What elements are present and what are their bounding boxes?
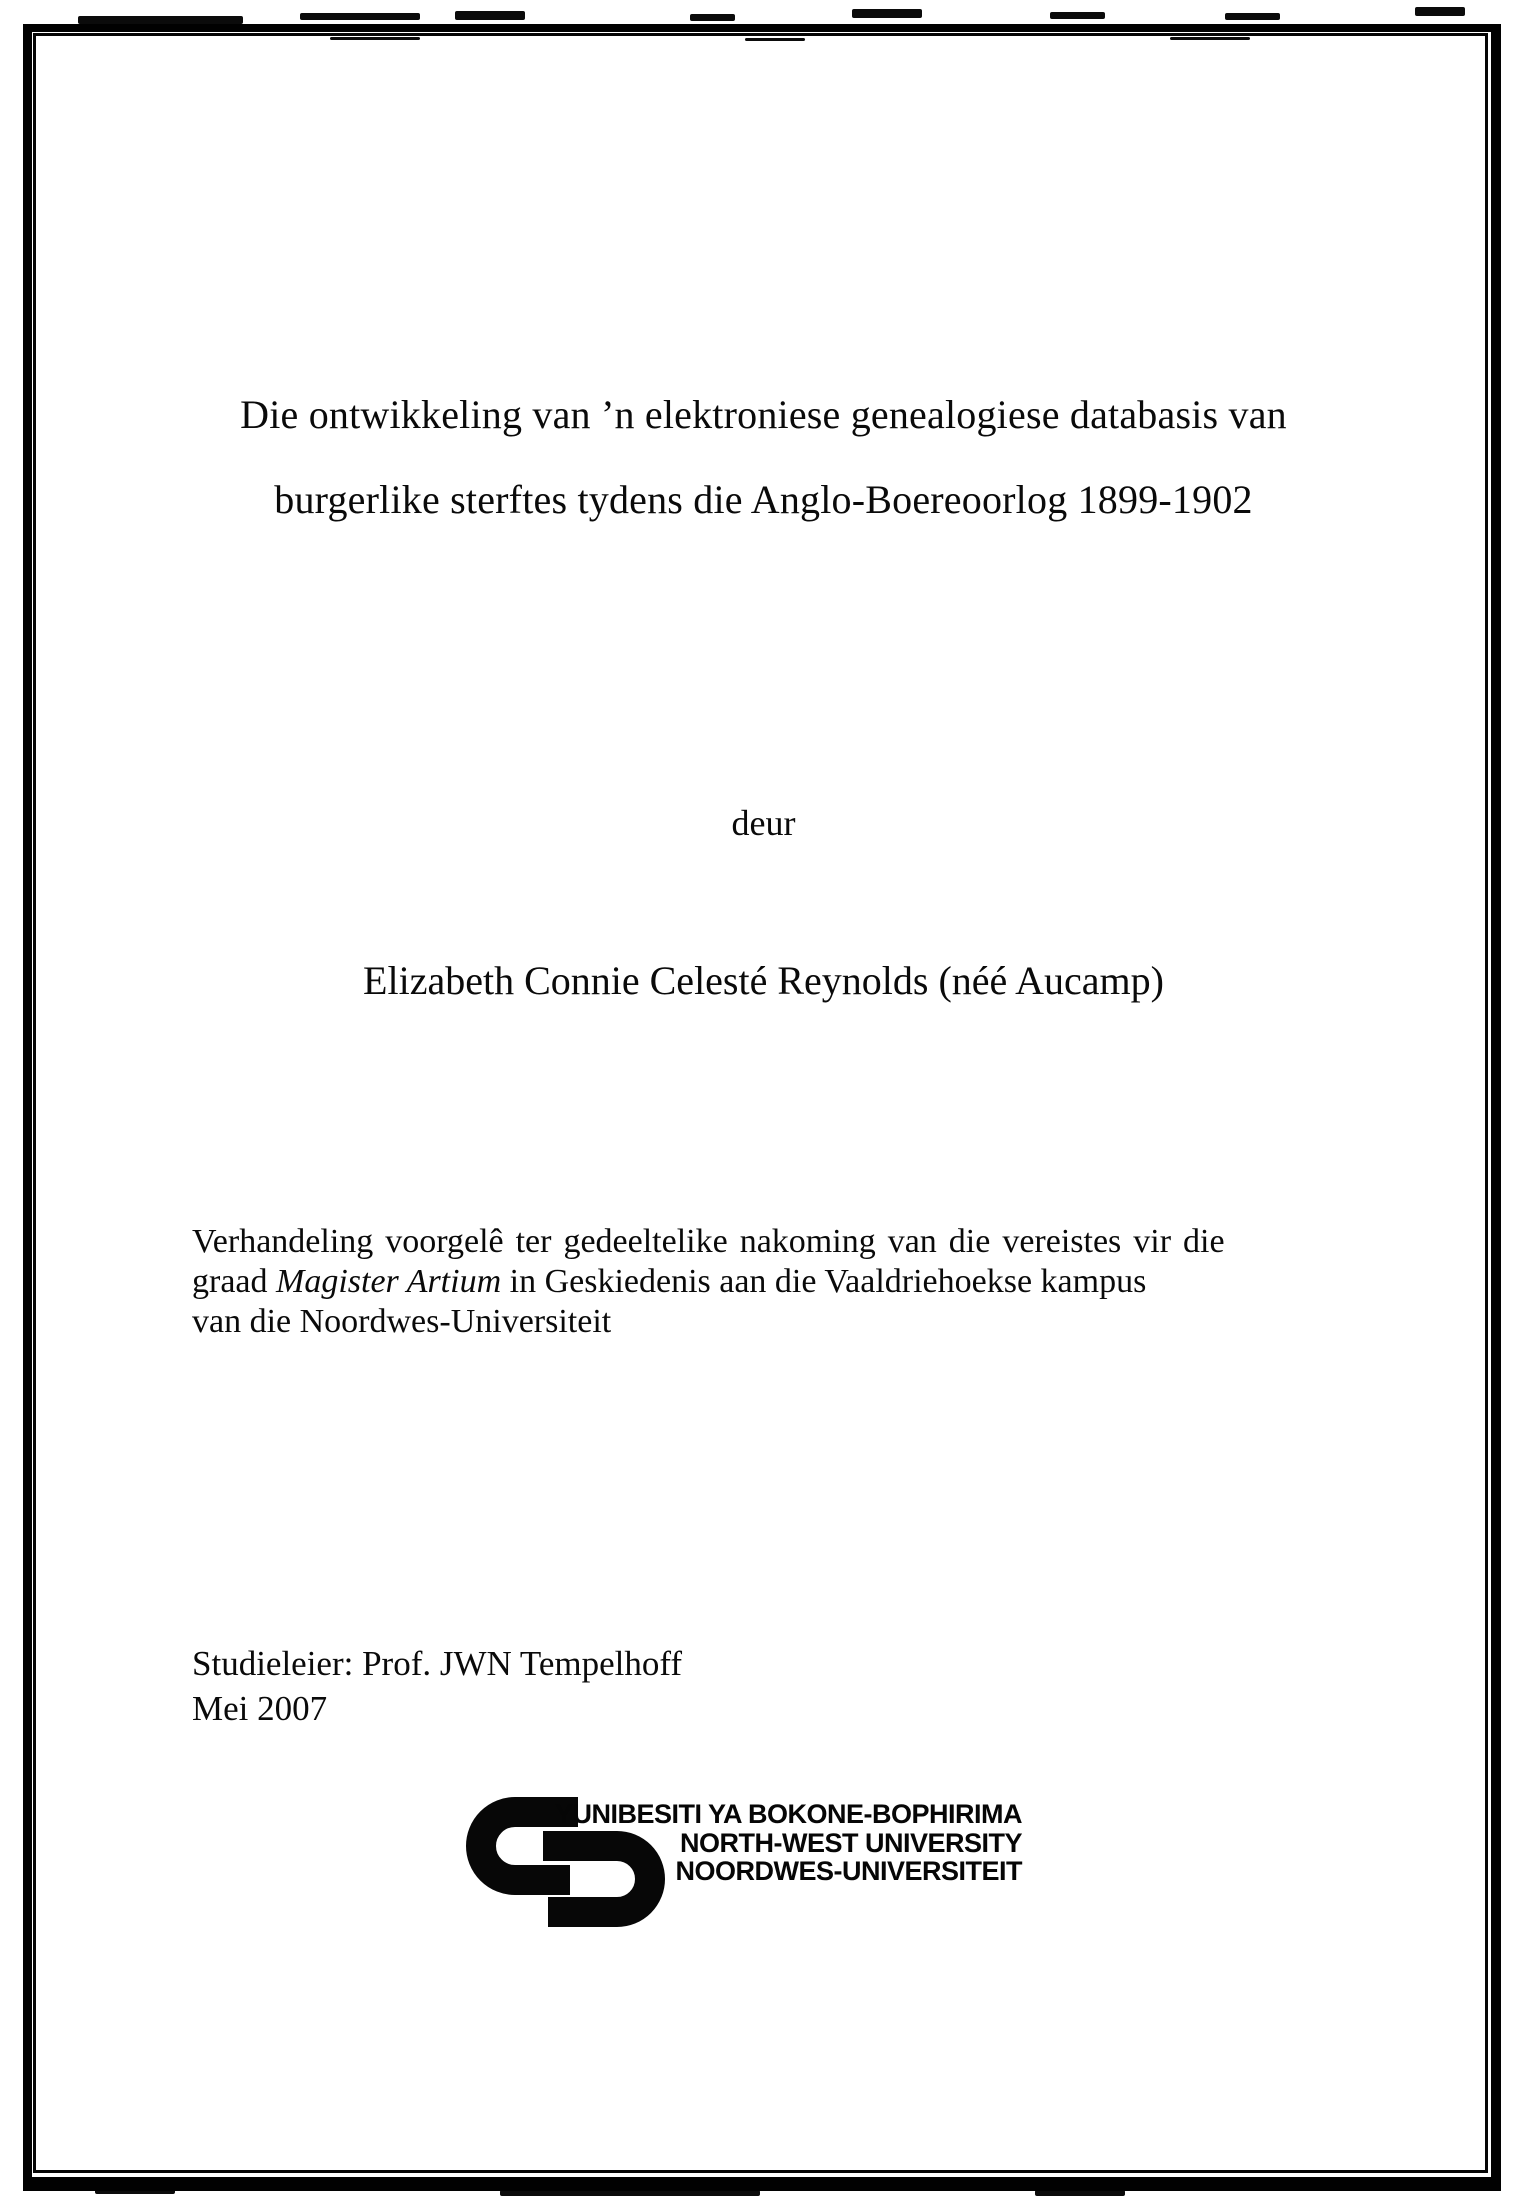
logo-wordmark bbox=[540, 1800, 1022, 1886]
scan-noise bbox=[455, 11, 525, 20]
supervisor-line: Studieleier: Prof. JWN Tempelhoff bbox=[192, 1644, 683, 1683]
scan-noise bbox=[300, 13, 420, 20]
scan-noise bbox=[1225, 13, 1280, 20]
scan-noise bbox=[1050, 12, 1105, 19]
degree-title-italic: Magister Artium bbox=[276, 1263, 502, 1300]
author-name: Elizabeth Connie Celesté Reynolds (néé Aucamp) bbox=[363, 958, 1164, 1003]
degree-statement-line-1: Verhandeling voorgelê ter gedeeltelike nakoming van die vereistes vir die bbox=[192, 1223, 1225, 1260]
degree-statement bbox=[192, 1222, 1347, 1342]
university-logo bbox=[466, 1797, 1026, 1937]
date-line: Mei 2007 bbox=[192, 1689, 328, 1728]
logo-wordmark-line-1: YUNIBESITI YA BOKONE-BOPHIRIMA bbox=[554, 1799, 1022, 1829]
degree-statement-line-2-prefix: graad bbox=[192, 1263, 277, 1300]
degree-statement-line-2-suffix: in Geskiedenis aan die Vaaldriehoekse kampus bbox=[501, 1263, 1147, 1300]
logo-wordmark-line-3: NOORDWES-UNIVERSITEIT bbox=[675, 1856, 1022, 1886]
scan-noise bbox=[852, 9, 922, 18]
degree-statement-line-3: van die Noordwes-Universiteit bbox=[192, 1303, 612, 1340]
degree-statement-line-2 bbox=[192, 1262, 1347, 1302]
scan-noise bbox=[1415, 7, 1465, 16]
scan-noise bbox=[690, 14, 735, 21]
supervisor-block bbox=[192, 1641, 682, 1731]
thesis-title-line-2: burgerlike sterftes tydens die Anglo-Boereoorlog 1899-1902 bbox=[274, 477, 1253, 522]
thesis-title-line-1: Die ontwikkeling van ’n elektroniese genealogiese databasis van bbox=[240, 392, 1287, 437]
thesis-title bbox=[40, 372, 1487, 542]
byline: deur bbox=[731, 803, 796, 843]
scan-noise bbox=[78, 16, 243, 24]
logo-wordmark-line-2: NORTH-WEST UNIVERSITY bbox=[679, 1827, 1022, 1858]
